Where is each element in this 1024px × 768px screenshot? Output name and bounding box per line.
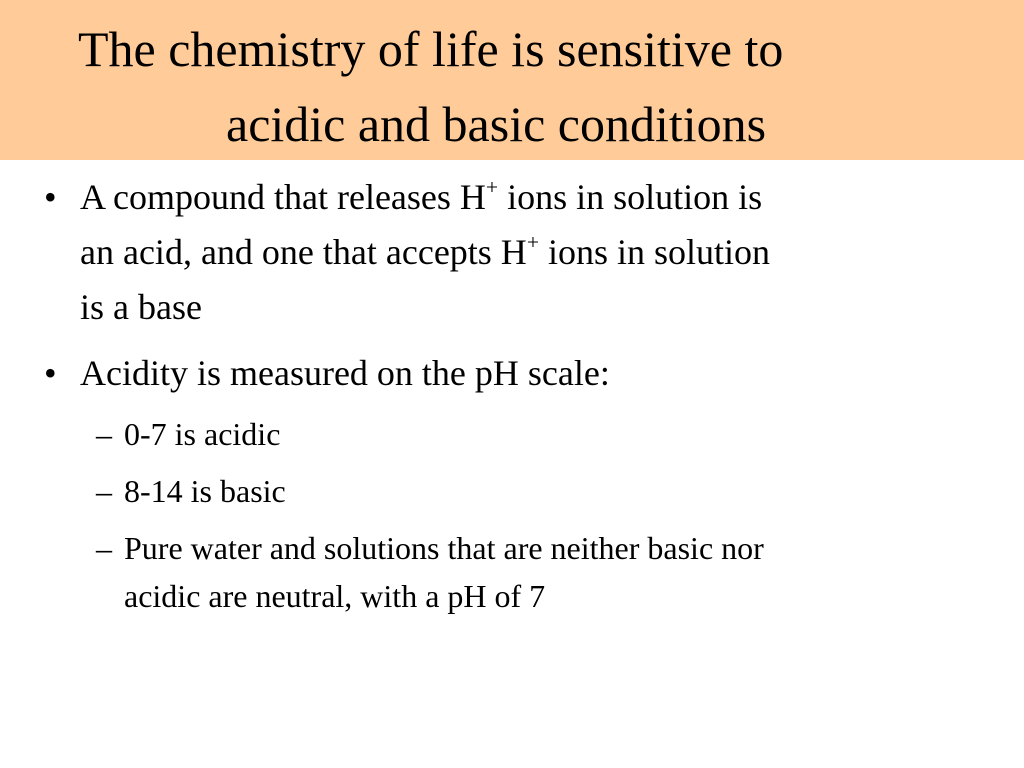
bullet-1-line-1-text-b: ions in solution is bbox=[498, 177, 763, 217]
hydrogen-ion-charge: + bbox=[526, 229, 539, 254]
hydrogen-ion-charge: + bbox=[485, 174, 499, 199]
sub-bullet-2-line-1: 8-14 is basic bbox=[124, 473, 286, 509]
bullet-1-line-3: is a base bbox=[80, 287, 202, 327]
bullet-1-line-2-text-a: an acid, and one that accepts H bbox=[80, 232, 527, 272]
bullet-marker: • bbox=[44, 177, 57, 217]
sub-bullet-marker: – bbox=[96, 416, 112, 452]
bullet-marker: • bbox=[44, 353, 57, 393]
bullet-1-line-2 bbox=[80, 225, 770, 280]
sub-bullet-3-line-2: acidic are neutral, with a pH of 7 bbox=[124, 578, 546, 614]
bullet-1-line-1-text-a: A compound that releases H bbox=[80, 177, 486, 217]
bullet-1-line-2-text-b: ions in solution bbox=[539, 232, 771, 272]
bullet-1-line-1 bbox=[80, 170, 762, 225]
slide-title-line-2: acidic and basic conditions bbox=[226, 96, 767, 152]
sub-bullet-3-line-1: Pure water and solutions that are neither basic nor bbox=[124, 530, 764, 566]
bullet-2-line-1: Acidity is measured on the pH scale: bbox=[80, 353, 610, 393]
slide-title-line-1: The chemistry of life is sensitive to bbox=[78, 21, 784, 77]
sub-bullet-1-line-1: 0-7 is acidic bbox=[124, 416, 281, 452]
sub-bullet-marker: – bbox=[96, 473, 112, 509]
sub-bullet-marker: – bbox=[96, 530, 112, 566]
